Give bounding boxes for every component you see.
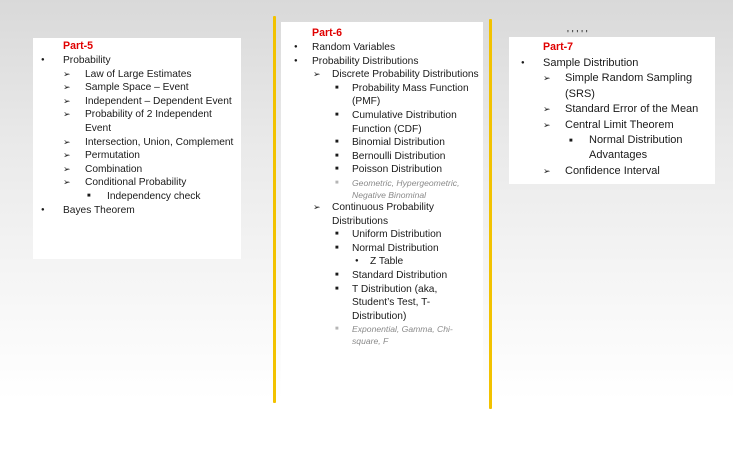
list-item: ■ Cumulative Distribution Function (CDF) — [352, 109, 480, 136]
part7-title: Part-7 — [543, 41, 574, 53]
divider-left — [273, 16, 276, 403]
probability-label: Probability — [63, 55, 111, 66]
divider-right — [489, 19, 492, 409]
list-item: ■ T Distribution (aka, Student’s Test, T-Distribution) — [352, 283, 480, 324]
part6-title: Part-6 — [312, 27, 343, 39]
list-item: ■ Poisson Distribution — [352, 163, 480, 177]
list-item: ➢ Law of Large Estimates — [85, 68, 239, 82]
list-item — [312, 55, 480, 348]
list-item: ➢ Standard Error of the Mean — [565, 102, 713, 117]
list-item: ➢ Intersection, Union, Complement — [85, 136, 239, 150]
list-item — [543, 56, 713, 179]
part7-list — [543, 56, 713, 179]
clipped-text: ' ' ' ' ' — [567, 29, 588, 40]
list-item — [332, 201, 480, 347]
part6-list — [312, 41, 480, 347]
list-item: ➢ Probability of 2 Independent Event — [85, 108, 239, 135]
conditional-probability-label: Conditional Probability — [85, 177, 187, 189]
part5-card — [33, 38, 241, 259]
list-item: ■ Geometric, Hypergeometric, Negative Binominal — [352, 177, 480, 201]
list-item — [63, 54, 239, 204]
list-item: ● Random Variables — [312, 41, 480, 55]
list-item: ➢ Sample Space – Event — [85, 81, 239, 95]
list-item: ■ Binomial Distribution — [352, 136, 480, 150]
clt-label: Central Limit Theorem — [565, 118, 674, 131]
list-item: ➢ Permutation — [85, 149, 239, 163]
list-item: ➢ Confidence Interval — [565, 164, 713, 179]
list-item — [565, 118, 713, 164]
list-item — [85, 176, 239, 203]
list-item — [352, 242, 480, 269]
prob-dist-label: Probability Distributions — [312, 55, 419, 67]
list-item — [332, 68, 480, 201]
sample-dist-label: Sample Distribution — [543, 57, 639, 69]
list-item: ■ Bernoulli Distribution — [352, 150, 480, 164]
part6-card — [281, 22, 483, 400]
list-item: ■ Probability Mass Function (PMF) — [352, 82, 480, 109]
list-item: ■ Normal Distribution Advantages — [589, 133, 713, 164]
list-item: ■ Independency check — [107, 190, 239, 204]
continuous-label: Continuous Probability Distributions — [332, 201, 434, 227]
list-item: ➢ Simple Random Sampling (SRS) — [565, 71, 713, 102]
part7-card — [509, 29, 715, 184]
list-item: ● Bayes Theorem — [63, 204, 239, 218]
list-item: ➢ Independent – Dependent Event — [85, 95, 239, 109]
part5-title: Part-5 — [63, 40, 94, 52]
discrete-label: Discrete Probability Distributions — [332, 69, 479, 81]
part5-list — [63, 54, 239, 217]
list-item: ■ Exponential, Gamma, Chi-square, F — [352, 323, 480, 347]
list-item: ■ Uniform Distribution — [352, 228, 480, 242]
normal-label: Normal Distribution — [352, 242, 439, 254]
list-item: ● Z Table — [370, 255, 480, 269]
list-item: ➢ Combination — [85, 163, 239, 177]
list-item: ■ Standard Distribution — [352, 269, 480, 283]
